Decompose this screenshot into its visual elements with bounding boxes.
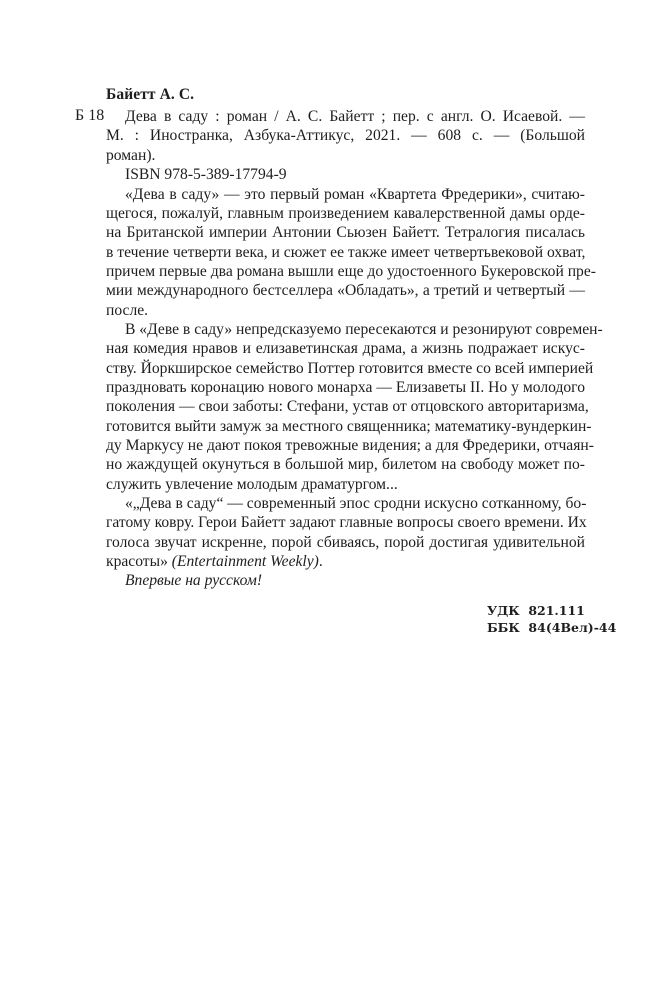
text-line: но жаждущей окунуться в большой мир, билетом на свободу может по- (106, 456, 585, 474)
text-line: В «Деве в саду» непредсказуемо пересекаются и резонируют современ- (125, 321, 603, 338)
first-in-russian-note: Впервые на русском! (125, 572, 263, 590)
text-line: «Дева в саду» — это первый роман «Квартета Фредерики», считаю- (125, 185, 585, 203)
text-line: мии международного бестселлера «Обладать», а третий и четвертый — (106, 282, 585, 300)
annotation-paragraph-2 (106, 320, 603, 494)
text-line: поколения — свои заботы: Стефани, устав от отцовского авторитаризма, (106, 398, 589, 416)
review-source-line (106, 552, 585, 571)
udk-code: УДК 821.111 (487, 603, 585, 618)
text-line: причем первые два романа вышли еще до удостоенного Букеровской пре- (106, 262, 596, 280)
text-line: «„Дева в саду“ — современный эпос сродни искусно сотканному, бо- (125, 495, 587, 512)
bibliographic-record (106, 107, 585, 184)
text-line: гатому ковру. Герои Байетт задают главные вопросы своего времени. Их (106, 514, 587, 532)
annotation-paragraph-1 (106, 185, 596, 320)
review-source: (Entertainment Weekly) (171, 553, 319, 571)
bibliographic-line: М. : Иностранка, Азбука-Аттикус, 2021. — 608 с. — (Большой (106, 127, 585, 145)
bibliographic-line: Дева в саду : роман / А. С. Байетт ; пер. с англ. О. Исаевой. — (125, 108, 585, 125)
text-line: после. (106, 301, 149, 319)
text-line: служить увлечение молодым драматургом... (106, 475, 398, 493)
author-heading: Байетт А. С. (106, 86, 195, 103)
text-line: щегося, пожалуй, главным произведением кавалерственной дамы орде- (106, 204, 585, 222)
text-line: на Британской империи Антонии Сьюзен Байетт. Тетралогия писалась (106, 224, 585, 242)
text-line: ству. Йоркширское семейство Поттер готовится вместе со всей империей (106, 359, 594, 377)
text-line: ду Маркусу не дают покоя тревожные видения; а для Фредерики, отчаян- (106, 437, 594, 455)
bibliographic-line: роман). (106, 146, 156, 164)
annotation-paragraph-3 (106, 494, 585, 591)
text-line: в течение четверти века, и сюжет ее также имеет четвертьвековой охват, (106, 243, 586, 261)
isbn: ISBN 978-5-389-17794-9 (125, 166, 287, 184)
text-fragment: . (318, 553, 323, 571)
text-line: ная комедия нравов и елизаветинская драма, а жизнь подражает искус- (106, 340, 585, 358)
text-line: праздновать коронацию нового монарха — Елизаветы II. Но у молодого (106, 379, 585, 397)
classification-code: Б 18 (75, 107, 105, 124)
text-line: голоса звучат искренне, порой сбиваясь, порой достигая удивительной (106, 533, 585, 551)
bbk-code: ББК 84(4Вел)-44 (487, 620, 617, 635)
text-fragment: красоты» (106, 553, 172, 571)
text-line: готовится выйти замуж за местного священника; математику-вундеркин- (106, 417, 592, 435)
